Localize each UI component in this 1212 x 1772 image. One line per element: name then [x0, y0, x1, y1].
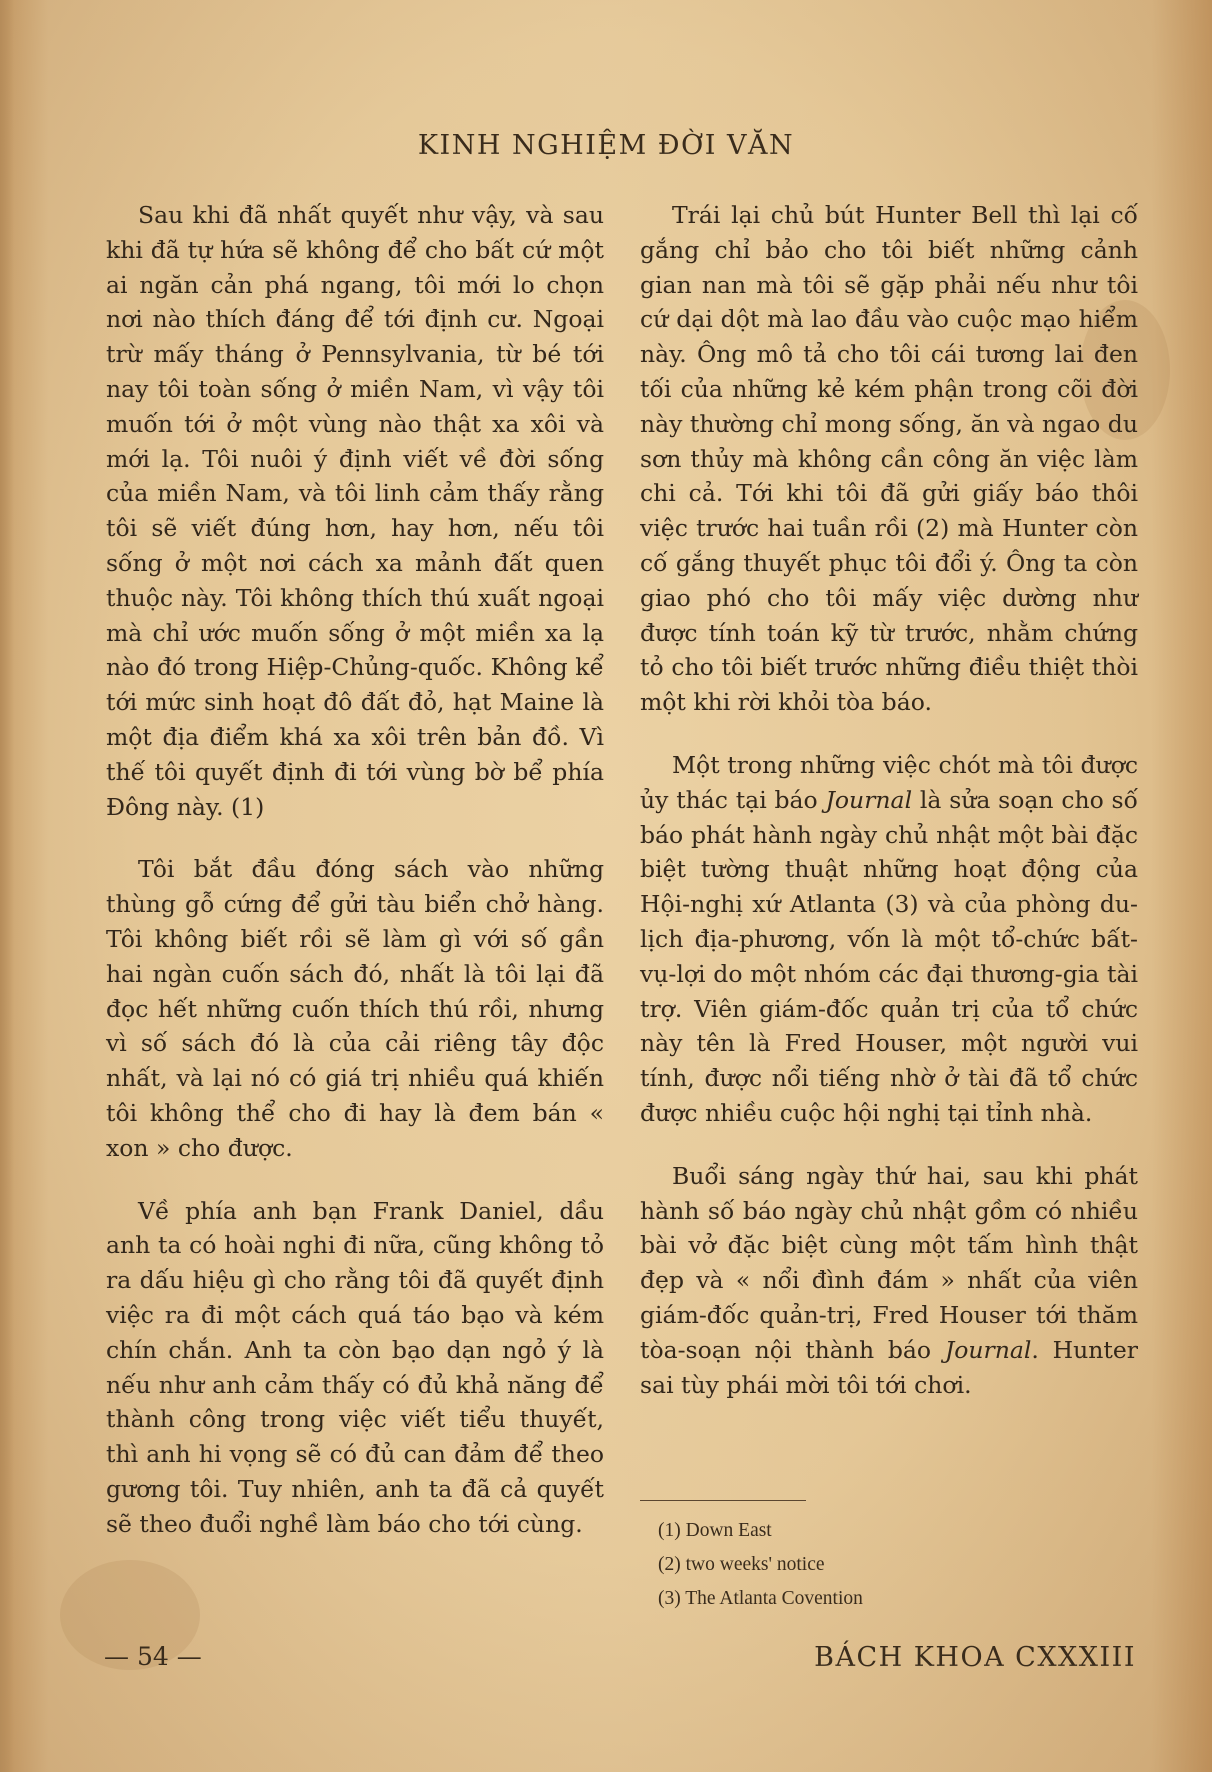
page-edge-shadow — [0, 0, 14, 1772]
magazine-title: BÁCH KHOA CXXXIII — [814, 1642, 1136, 1673]
paragraph — [640, 1159, 1138, 1403]
footnote: (1) Down East — [658, 1520, 772, 1541]
right-column — [640, 198, 1138, 1402]
left-column — [106, 198, 604, 1541]
paragraph: Tôi bắt đầu đóng sách vào những thùng gỗ cứng để gửi tàu biển chở hàng. Tôi không biết rồi sẽ làm gì với số gần hai ngàn cuốn sách đó, nhất là tôi lại đã đọc hết những cuốn thích thú rồi, nhưng vì số sách đó là của cải riêng tây độc nhất, và lại nó có giá trị nhiều quá khiến tôi không thể cho đi hay là đem bán « xon » cho được. — [106, 855, 604, 1162]
text-run: Một trong những việc chót mà tôi được ủy thác tại báo — [640, 750, 1138, 814]
text-run: là sửa soạn cho số báo phát hành ngày chủ nhật một bài đặc biệt tường thuật những hoạt động của Hội-nghị xứ Atlanta (3) và của phòng du-lịch địa-phương, vốn là một tổ-chức bất-vụ-lợi do một nhóm các đại thương-gia tài trợ. Viên giám-đốc quản trị của tổ chức này tên là Fred Houser, một người vui tính, được nổi tiếng nhờ ở tài đã tổ chức được nhiều cuộc hội nghị tại tỉnh nhà. — [640, 785, 1138, 1127]
page-number: — 54 — — [104, 1642, 202, 1671]
paragraph: Trái lại chủ bút Hunter Bell thì lại cố gắng chỉ bảo cho tôi biết những cảnh gian nan mà tôi sẽ gặp phải nếu như tôi cứ dại dột mà lao đầu vào cuộc mạo hiểm này. Ông mô tả cho tôi cái tương lai đen tối của những kẻ kém phận trong cõi đời này thường chỉ mong sống, ăn và ngao du sơn thủy mà không cần công ăn việc làm chi cả. Tới khi tôi đã gửi giấy báo thôi việc trước hai tuần rồi (2) mà Hunter còn cố gắng thuyết phục tôi đổi ý. Ông ta còn giao phó cho tôi mấy việc dường như được tính toán kỹ từ trước, nhằm chứng tỏ cho tôi biết trước những điều thiệt thòi một khi rời khỏi tòa báo. — [640, 201, 1138, 717]
footnote: (2) two weeks' notice — [658, 1554, 825, 1575]
text-run: . Hunter sai tùy phái mời tôi tới chơi. — [640, 1335, 1139, 1399]
footnote-rule — [640, 1500, 806, 1501]
paragraph: Về phía anh bạn Frank Daniel, dầu anh ta có hoài nghi đi nữa, cũng không tỏ ra dấu hiệu gì cho rằng tôi đã quyết định việc ra đi một cách quá táo bạo và kém chín chắn. Anh ta còn bạo dạn ngỏ ý là nếu như anh cảm thấy có đủ khả năng để thành công trong việc viết tiểu thuyết, thì anh hi vọng sẽ có đủ can đảm để theo gương tôi. Tuy nhiên, anh ta đã cả quyết sẽ theo đuổi nghề làm báo cho tới cùng. — [106, 1196, 604, 1538]
running-head: KINH NGHIỆM ĐỜI VĂN — [417, 130, 795, 161]
text-run: Buổi sáng ngày thứ hai, sau khi phát hành số báo ngày chủ nhật gồm có nhiều bài vở đặc biệt cùng một tấm hình thật đẹp và « nổi đình đám » nhất của viên giám-đốc quản-trị, Fred Houser tới thăm tòa-soạn nội thành báo — [640, 1161, 1138, 1364]
publication-name: Journal — [944, 1335, 1032, 1364]
paragraph — [640, 748, 1138, 1131]
publication-name: Journal — [825, 785, 913, 814]
paragraph: Sau khi đã nhất quyết như vậy, và sau khi đã tự hứa sẽ không để cho bất cứ một ai ngăn cản phá ngang, tôi mới lo chọn nơi nào thích đáng để tới định cư. Ngoại trừ mấy tháng ở Pennsylvania, từ bé tới nay tôi toàn sống ở miền Nam, vì vậy tôi muốn tới ở một vùng nào thật xa xôi và mới lạ. Tôi nuôi ý định viết về đời sống của miền Nam, và tôi linh cảm thấy rằng tôi sẽ viết đúng hơn, hay hơn, nếu tôi sống ở một nơi cách xa mảnh đất quen thuộc này. Tôi không thích thú xuất ngoại mà chỉ ước muốn sống ở một miền xa lạ nào đó trong Hiệp-Chủng-quốc. Không kể tới mức sinh hoạt đô đất đỏ, hạt Maine là một địa điểm khá xa xôi trên bản đồ. Vì thế tôi quyết định đi tới vùng bờ bể phía Đông này. (1) — [106, 201, 604, 821]
footnotes — [658, 1514, 1118, 1616]
footnote: (3) The Atlanta Covention — [658, 1588, 863, 1609]
